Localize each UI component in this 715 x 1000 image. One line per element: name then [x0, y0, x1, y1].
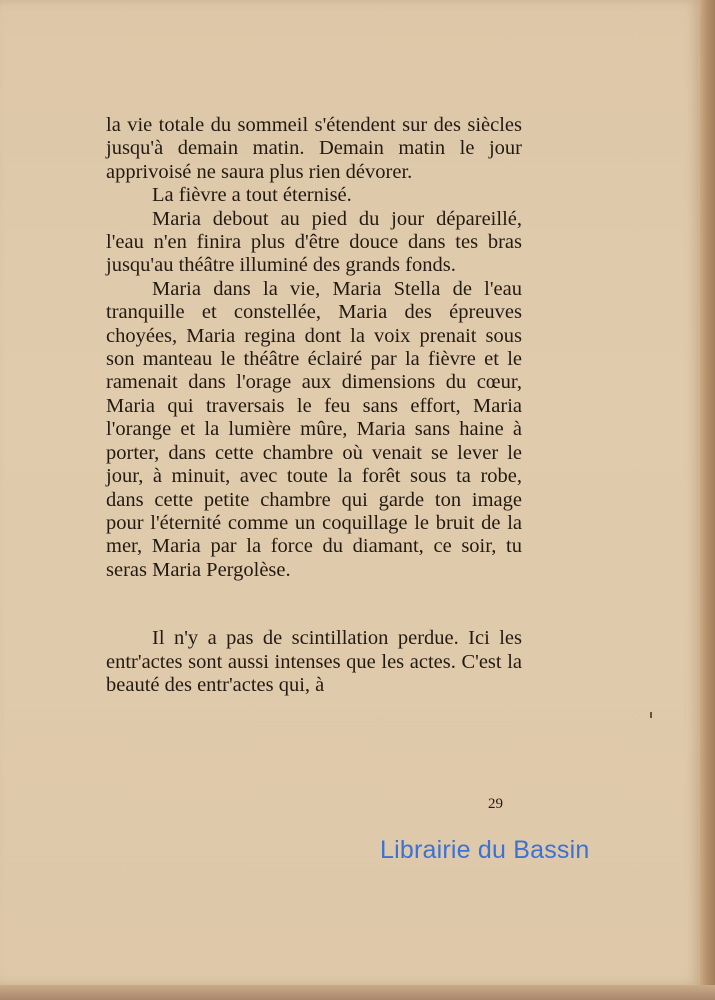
- watermark-text: Librairie du Bassin: [380, 836, 590, 864]
- page-number: 29: [488, 796, 503, 812]
- page-edge-bottom: [0, 985, 715, 1000]
- paragraph-scintillation: Il n'y a pas de scintillation perdue. Ici les entr'actes sont aussi intenses que les actes. C'est la beauté des entr'actes qui, à: [106, 627, 522, 696]
- paragraph-continuation: la vie totale du sommeil s'étendent sur des siècles jusqu'à demain matin. Demain matin le jour apprivoisé ne saura plus rien dévorer.: [106, 114, 522, 183]
- paper-speck: [650, 712, 652, 718]
- paragraph-fever: La fièvre a tout éternisé.: [152, 184, 352, 207]
- page-edge-right: [700, 0, 715, 1000]
- page-body-text: [106, 114, 522, 697]
- paragraph-maria-dans-la-vie: Maria dans la vie, Maria Stella de l'eau tranquille et constellée, Maria des épreuves choyées, Maria regina dont la voix prenait sous son manteau le théâtre éclairé par la fièvre et le ramenait dans l'orage aux dimensions du cœur, Maria qui traversais le feu sans effort, Maria l'orange et la lumière mûre, Maria sans haine à porter, dans cette chambre où venait se lever le jour, à minuit, avec toute la forêt sous ta robe, dans cette petite chambre qui garde ton image pour l'éternité comme un coquillage le bruit de la mer, Maria par la force du diamant, ce soir, tu seras Maria Pergolèse.: [106, 277, 522, 581]
- paragraph-maria-debout: Maria debout au pied du jour dépareillé, l'eau n'en finira plus d'être douce dans tes bras jusqu'au théâtre illuminé des grands fonds.: [106, 207, 522, 277]
- paragraph-spacer: [106, 582, 522, 627]
